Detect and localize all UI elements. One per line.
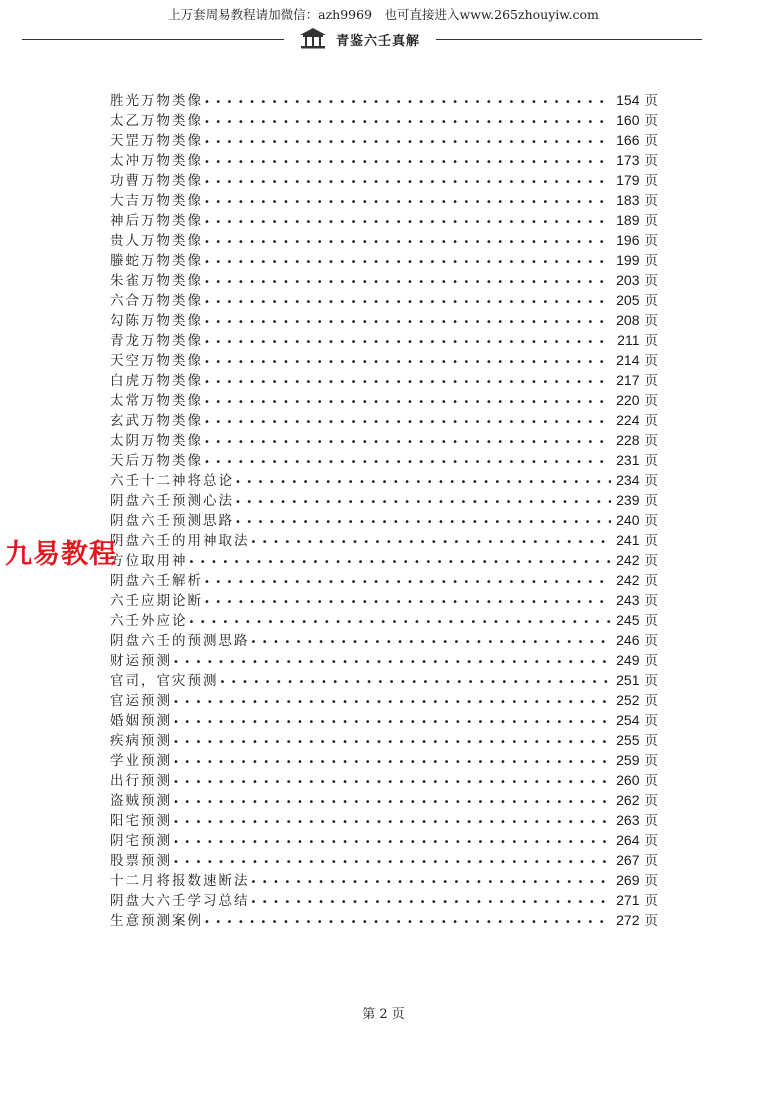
page-number-footer: 第 2 页 — [362, 1007, 405, 1022]
toc-entry — [110, 230, 658, 250]
toc-entry — [110, 650, 658, 670]
toc-entry-title: 青龙万物类像 — [110, 333, 203, 349]
toc-entry-title: 阴宅预测 — [110, 833, 172, 849]
dot-leader — [204, 313, 611, 333]
toc-entry-page: 254 — [616, 712, 640, 728]
toc-entry-title: 盗贼预测 — [110, 793, 172, 809]
top-note: 上万套周易教程请加微信：azh9969 也可直接进入www.265zhouyiw.com — [168, 7, 599, 22]
toc-entry-page: 179 — [616, 172, 640, 188]
toc-entry-unit: 页 — [644, 833, 658, 849]
toc-entry-unit: 页 — [644, 573, 658, 589]
toc-entry-page: 252 — [616, 692, 640, 708]
toc-entry-title: 天空万物类像 — [110, 353, 203, 369]
toc-entry-page: 234 — [616, 472, 640, 488]
toc-entry — [110, 210, 658, 230]
toc-entry-page: 240 — [616, 512, 640, 528]
toc-entry-title: 生意预测案例 — [110, 913, 203, 929]
toc-entry — [110, 170, 658, 190]
toc-entry — [110, 770, 658, 790]
dot-leader — [173, 853, 611, 873]
dot-leader — [173, 793, 611, 813]
toc-entry-unit: 页 — [644, 393, 658, 409]
dot-leader — [235, 513, 611, 533]
toc-entry — [110, 130, 658, 150]
toc-entry-page: 264 — [616, 832, 640, 848]
toc-entry-page: 245 — [616, 612, 640, 628]
toc-entry-unit: 页 — [644, 473, 658, 489]
dot-leader — [189, 553, 611, 573]
dot-leader — [220, 673, 611, 693]
toc-entry — [110, 730, 658, 750]
dot-leader — [204, 373, 611, 393]
toc-entry-title: 大吉万物类像 — [110, 193, 203, 209]
dot-leader — [204, 393, 611, 413]
toc-entry-unit: 页 — [644, 213, 658, 229]
toc-entry — [110, 270, 658, 290]
toc-entry-unit: 页 — [644, 433, 658, 449]
toc-entry-title: 学业预测 — [110, 753, 172, 769]
toc-entry — [110, 90, 658, 110]
toc-entry-unit: 页 — [644, 533, 658, 549]
dot-leader — [251, 893, 611, 913]
toc-entry-title: 官司，官灾预测 — [110, 673, 219, 689]
toc-entry-unit: 页 — [644, 613, 658, 629]
dot-leader — [204, 913, 611, 933]
dot-leader — [173, 773, 611, 793]
dot-leader — [251, 873, 611, 893]
toc-entry — [110, 470, 658, 490]
dot-leader — [173, 753, 611, 773]
toc-entry-title: 勾陈万物类像 — [110, 313, 203, 329]
toc-entry-page: 255 — [616, 732, 640, 748]
toc-entry — [110, 890, 658, 910]
toc-entry-title: 玄武万物类像 — [110, 413, 203, 429]
toc-entry-page: 231 — [616, 452, 640, 468]
toc-entry-page: 220 — [616, 392, 640, 408]
toc-entry-title: 六壬十二神将总论 — [110, 473, 234, 489]
dot-leader — [173, 733, 611, 753]
dot-leader — [173, 713, 611, 733]
toc-entry-unit: 页 — [644, 273, 658, 289]
dot-leader — [204, 453, 611, 473]
toc-entry-page: 160 — [616, 112, 640, 128]
dot-leader — [251, 533, 611, 553]
toc-entry-title: 出行预测 — [110, 773, 172, 789]
toc-entry — [110, 570, 658, 590]
toc-entry — [110, 830, 658, 850]
toc-entry-page: 183 — [616, 192, 640, 208]
toc-entry-unit: 页 — [644, 773, 658, 789]
toc-entry-page: 214 — [616, 352, 640, 368]
toc-entry-unit: 页 — [644, 653, 658, 669]
pavilion-logo-icon — [298, 26, 328, 50]
toc-entry — [110, 810, 658, 830]
toc-entry-page: 217 — [616, 372, 640, 388]
toc-entry — [110, 550, 658, 570]
toc-entry-title: 六壬应期论断 — [110, 593, 203, 609]
toc-entry — [110, 870, 658, 890]
toc-entry-title: 阴盘大六壬学习总结 — [110, 893, 250, 909]
toc-entry-title: 阴盘六壬解析 — [110, 573, 203, 589]
dot-leader — [204, 173, 611, 193]
toc-entry-unit: 页 — [644, 913, 658, 929]
toc-entry-page: 208 — [616, 312, 640, 328]
toc-entry-unit: 页 — [644, 873, 658, 889]
toc-entry-unit: 页 — [644, 633, 658, 649]
dot-leader — [204, 333, 611, 353]
toc-entry-title: 阴盘六壬预测心法 — [110, 493, 234, 509]
toc-entry — [110, 750, 658, 770]
dot-leader — [204, 573, 611, 593]
toc-entry — [110, 150, 658, 170]
toc-entry-title: 胜光万物类像 — [110, 93, 203, 109]
toc-entry — [110, 590, 658, 610]
dot-leader — [173, 693, 611, 713]
toc-entry — [110, 370, 658, 390]
toc-entry-unit: 页 — [644, 313, 658, 329]
dot-leader — [204, 193, 611, 213]
toc-entry-unit: 页 — [644, 453, 658, 469]
book-title: 青鉴六壬真解 — [336, 34, 421, 49]
dot-leader — [173, 833, 611, 853]
toc-entry-page: 166 — [616, 132, 640, 148]
toc-entry-title: 太乙万物类像 — [110, 113, 203, 129]
toc-entry-page: 199 — [616, 252, 640, 268]
toc-entry-page: 271 — [616, 892, 640, 908]
dot-leader — [204, 353, 611, 373]
header-rule-left — [22, 39, 284, 40]
toc-entry-page: 154 — [616, 92, 640, 108]
toc-entry — [110, 850, 658, 870]
toc-entry-page: 243 — [616, 592, 640, 608]
toc-entry-title: 螣蛇万物类像 — [110, 253, 203, 269]
toc-entry — [110, 510, 658, 530]
dot-leader — [204, 273, 611, 293]
header-rule-right — [436, 39, 702, 40]
toc-entry-page: 196 — [616, 232, 640, 248]
toc-entry-title: 贵人万物类像 — [110, 233, 203, 249]
toc-entry — [110, 790, 658, 810]
toc-entry-title: 六合万物类像 — [110, 293, 203, 309]
toc-entry-title: 天罡万物类像 — [110, 133, 203, 149]
toc-entry-title: 财运预测 — [110, 653, 172, 669]
toc-entry-page: 203 — [616, 272, 640, 288]
toc-entry-title: 阴盘六壬的预测思路 — [110, 633, 250, 649]
toc-entry-unit: 页 — [644, 693, 658, 709]
toc-entry — [110, 710, 658, 730]
toc-entry-page: 205 — [616, 292, 640, 308]
toc-entry-unit: 页 — [644, 233, 658, 249]
toc-entry-page: 262 — [616, 792, 640, 808]
toc-entry-title: 太常万物类像 — [110, 393, 203, 409]
dot-leader — [204, 233, 611, 253]
toc-entry-page: 251 — [616, 672, 640, 688]
toc-entry-page: 228 — [616, 432, 640, 448]
toc-entry-unit: 页 — [644, 373, 658, 389]
toc-entry-page: 239 — [616, 492, 640, 508]
dot-leader — [204, 213, 611, 233]
dot-leader — [173, 813, 611, 833]
toc-entry-unit: 页 — [644, 553, 658, 569]
toc-entry-title: 六壬外应论 — [110, 613, 188, 629]
dot-leader — [204, 433, 611, 453]
toc-entry-title: 股票预测 — [110, 853, 172, 869]
toc-entry-unit: 页 — [644, 173, 658, 189]
toc-entry-title: 疾病预测 — [110, 733, 172, 749]
toc-entry-page: 269 — [616, 872, 640, 888]
toc-entry-unit: 页 — [644, 713, 658, 729]
toc-entry-title: 神后万物类像 — [110, 213, 203, 229]
dot-leader — [189, 613, 611, 633]
dot-leader — [204, 93, 611, 113]
toc-entry-page: 173 — [616, 152, 640, 168]
toc-entry-title: 阴盘六壬预测思路 — [110, 513, 234, 529]
dot-leader — [204, 253, 611, 273]
table-of-contents — [110, 90, 658, 930]
toc-entry — [110, 670, 658, 690]
dot-leader — [204, 293, 611, 313]
toc-entry — [110, 430, 658, 450]
toc-entry-title: 官运预测 — [110, 693, 172, 709]
toc-entry — [110, 410, 658, 430]
toc-entry-unit: 页 — [644, 793, 658, 809]
toc-entry — [110, 690, 658, 710]
toc-entry-unit: 页 — [644, 293, 658, 309]
toc-entry — [110, 110, 658, 130]
toc-entry-page: 267 — [616, 852, 640, 868]
toc-entry-page: 246 — [616, 632, 640, 648]
toc-entry-page: 272 — [616, 912, 640, 928]
toc-entry — [110, 490, 658, 510]
toc-entry — [110, 630, 658, 650]
toc-entry — [110, 610, 658, 630]
toc-entry — [110, 530, 658, 550]
toc-entry-page: 263 — [616, 812, 640, 828]
toc-entry-unit: 页 — [644, 813, 658, 829]
toc-entry-title: 天后万物类像 — [110, 453, 203, 469]
toc-entry-title: 阳宅预测 — [110, 813, 172, 829]
toc-entry-unit: 页 — [644, 253, 658, 269]
toc-entry-title: 朱雀万物类像 — [110, 273, 203, 289]
toc-entry-unit: 页 — [644, 93, 658, 109]
toc-entry — [110, 450, 658, 470]
toc-entry-unit: 页 — [644, 853, 658, 869]
toc-entry-page: 260 — [616, 772, 640, 788]
toc-entry — [110, 310, 658, 330]
dot-leader — [204, 133, 611, 153]
toc-entry-unit: 页 — [644, 113, 658, 129]
toc-entry-unit: 页 — [644, 593, 658, 609]
toc-entry-unit: 页 — [644, 133, 658, 149]
dot-leader — [235, 473, 611, 493]
toc-entry-unit: 页 — [644, 733, 658, 749]
toc-entry — [110, 290, 658, 310]
toc-entry — [110, 350, 658, 370]
dot-leader — [235, 493, 611, 513]
toc-entry-unit: 页 — [644, 193, 658, 209]
dot-leader — [251, 633, 611, 653]
toc-entry-page: 242 — [616, 572, 640, 588]
toc-entry-page: 249 — [616, 652, 640, 668]
toc-entry-unit: 页 — [644, 153, 658, 169]
toc-entry-unit: 页 — [644, 513, 658, 529]
toc-entry-unit: 页 — [644, 893, 658, 909]
toc-entry-unit: 页 — [644, 413, 658, 429]
toc-entry-page: 241 — [616, 532, 640, 548]
toc-entry-title: 太冲万物类像 — [110, 153, 203, 169]
toc-entry-unit: 页 — [644, 333, 658, 349]
dot-leader — [204, 113, 611, 133]
toc-entry-unit: 页 — [644, 673, 658, 689]
toc-entry — [110, 190, 658, 210]
toc-entry-page: 211 — [617, 332, 640, 348]
toc-entry-unit: 页 — [644, 353, 658, 369]
toc-entry — [110, 250, 658, 270]
toc-entry-page: 224 — [616, 412, 640, 428]
toc-entry — [110, 910, 658, 930]
watermark: 九易教程 — [5, 539, 117, 570]
toc-entry — [110, 330, 658, 350]
dot-leader — [204, 593, 611, 613]
toc-entry-title: 功曹万物类像 — [110, 173, 203, 189]
toc-entry-page: 189 — [616, 212, 640, 228]
toc-entry-title: 婚姻预测 — [110, 713, 172, 729]
toc-entry-unit: 页 — [644, 753, 658, 769]
toc-entry-unit: 页 — [644, 493, 658, 509]
toc-entry-title: 十二月将报数速断法 — [110, 873, 250, 889]
dot-leader — [204, 153, 611, 173]
toc-entry-title: 方位取用神 — [110, 553, 188, 569]
toc-entry — [110, 390, 658, 410]
toc-entry-page: 242 — [616, 552, 640, 568]
dot-leader — [204, 413, 611, 433]
dot-leader — [173, 653, 611, 673]
toc-entry-page: 259 — [616, 752, 640, 768]
toc-entry-title: 阴盘六壬的用神取法 — [110, 533, 250, 549]
toc-entry-title: 太阴万物类像 — [110, 433, 203, 449]
toc-entry-title: 白虎万物类像 — [110, 373, 203, 389]
